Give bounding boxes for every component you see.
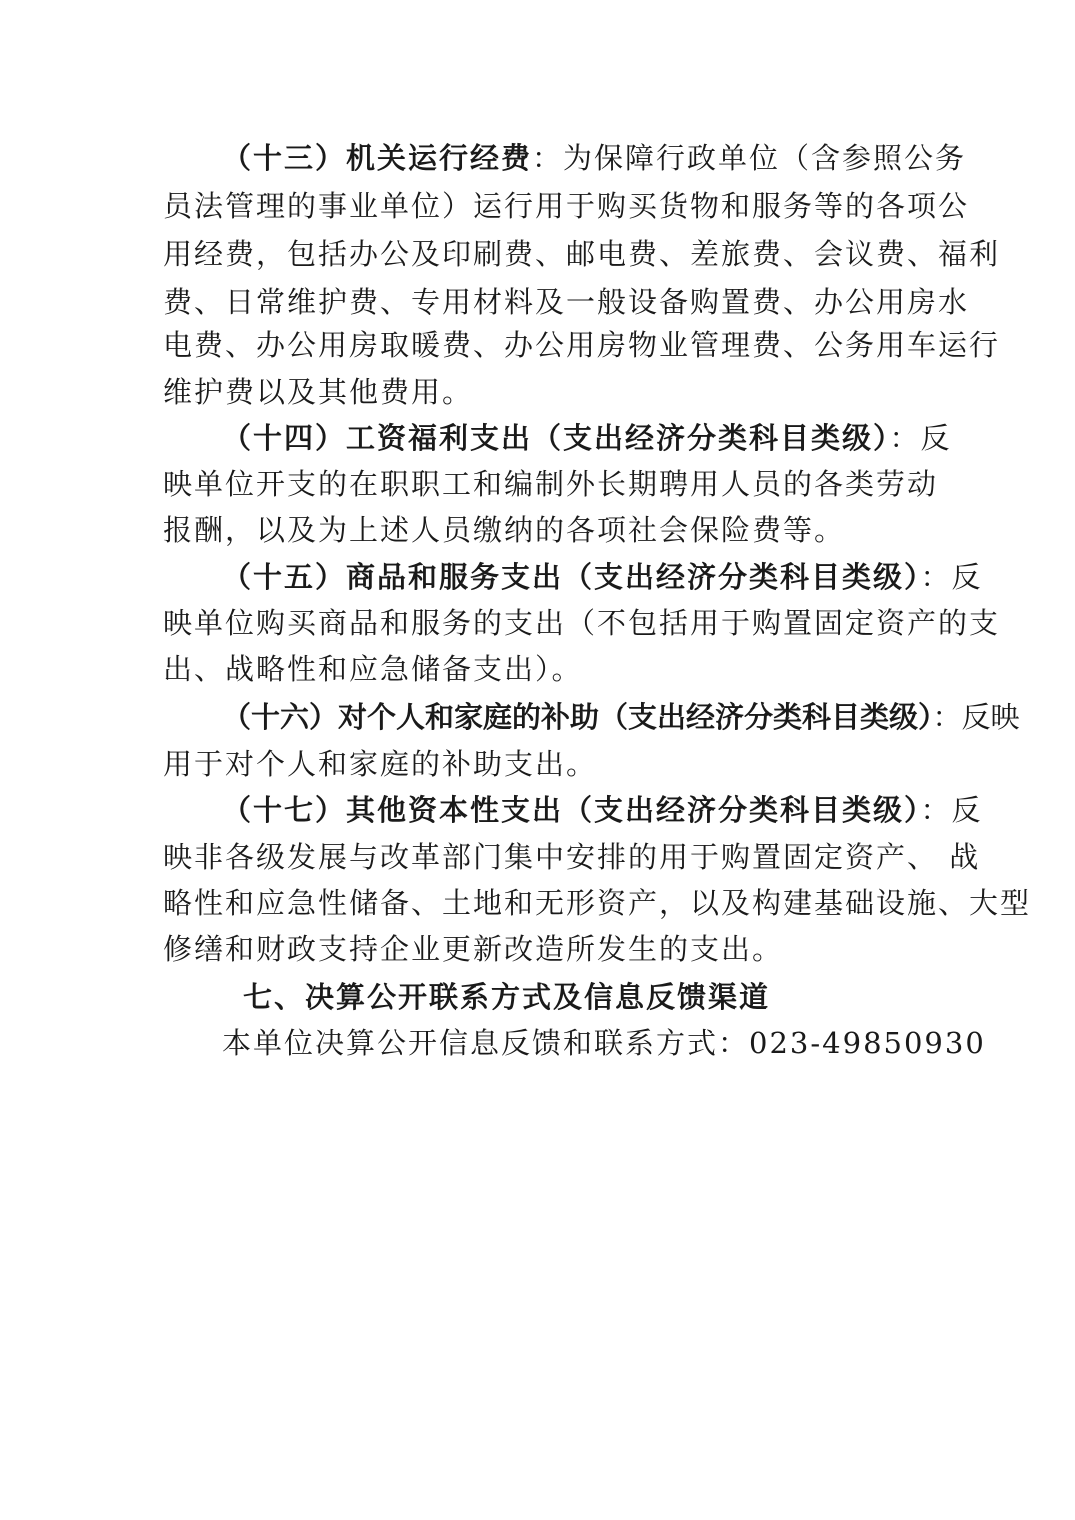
section-16-term: （十六）对个人和家庭的补助（支出经济分类科目类级） (222, 700, 933, 734)
section-7-heading: 七、决算公开联系方式及信息反馈渠道 (243, 980, 771, 1014)
section-17-term: （十七）其他资本性支出（支出经济分类科目类级） (222, 793, 921, 827)
section-14-line-1: （十四）工资福利支出（支出经济分类科目类级）：反 (222, 421, 952, 455)
section-15-line-3: 出、战略性和应急储备支出）。 (163, 652, 583, 686)
contact-line (222, 1019, 986, 1067)
section-14-line-2: 映单位开支的在职职工和编制外长期聘用人员的各类劳动 (163, 467, 939, 501)
section-13-term: （十三）机关运行经费 (222, 141, 533, 175)
section-17-line-4: 修缮和财政支持企业更新改造所发生的支出。 (163, 932, 784, 966)
section-16-line-2: 用于对个人和家庭的补助支出。 (163, 747, 598, 781)
section-17-line-3: 略性和应急性储备、土地和无形资产，以及构建基础设施、大型 (163, 886, 1032, 920)
section-14-term: （十四）工资福利支出（支出经济分类科目类级） (222, 421, 890, 455)
section-13-line-4: 费、日常维护费、专用材料及一般设备购置费、办公用房水 (163, 285, 970, 319)
section-15-line-1: （十五）商品和服务支出（支出经济分类科目类级）：反 (222, 560, 983, 594)
section-13-line-5: 电费、办公用房取暖费、办公用房物业管理费、公务用车运行 (163, 328, 1001, 362)
section-16-line-1: （十六）对个人和家庭的补助（支出经济分类科目类级）：反映 (222, 700, 1020, 734)
section-13-line-2: 员法管理的事业单位）运行用于购买货物和服务等的各项公 (163, 189, 970, 223)
section-15-term: （十五）商品和服务支出（支出经济分类科目类级） (222, 560, 921, 594)
contact-label: 本单位决算公开信息反馈和联系方式： (222, 1026, 750, 1060)
section-17-line-2: 映非各级发展与改革部门集中安排的用于购置固定资产、 战 (163, 840, 981, 874)
section-13-line-6: 维护费以及其他费用。 (163, 375, 474, 409)
contact-phone: 023-49850930 (749, 1026, 986, 1060)
section-17-line-1: （十七）其他资本性支出（支出经济分类科目类级）：反 (222, 793, 983, 827)
section-13-line-1: （十三）机关运行经费：为保障行政单位（含参照公务 (222, 141, 967, 175)
section-15-line-2: 映单位购买商品和服务的支出（不包括用于购置固定资产的支 (163, 606, 1001, 640)
section-13-line-3: 用经费，包括办公及印刷费、邮电费、差旅费、会议费、福利 (163, 237, 1001, 271)
section-14-line-3: 报酬，以及为上述人员缴纳的各项社会保险费等。 (163, 513, 846, 547)
